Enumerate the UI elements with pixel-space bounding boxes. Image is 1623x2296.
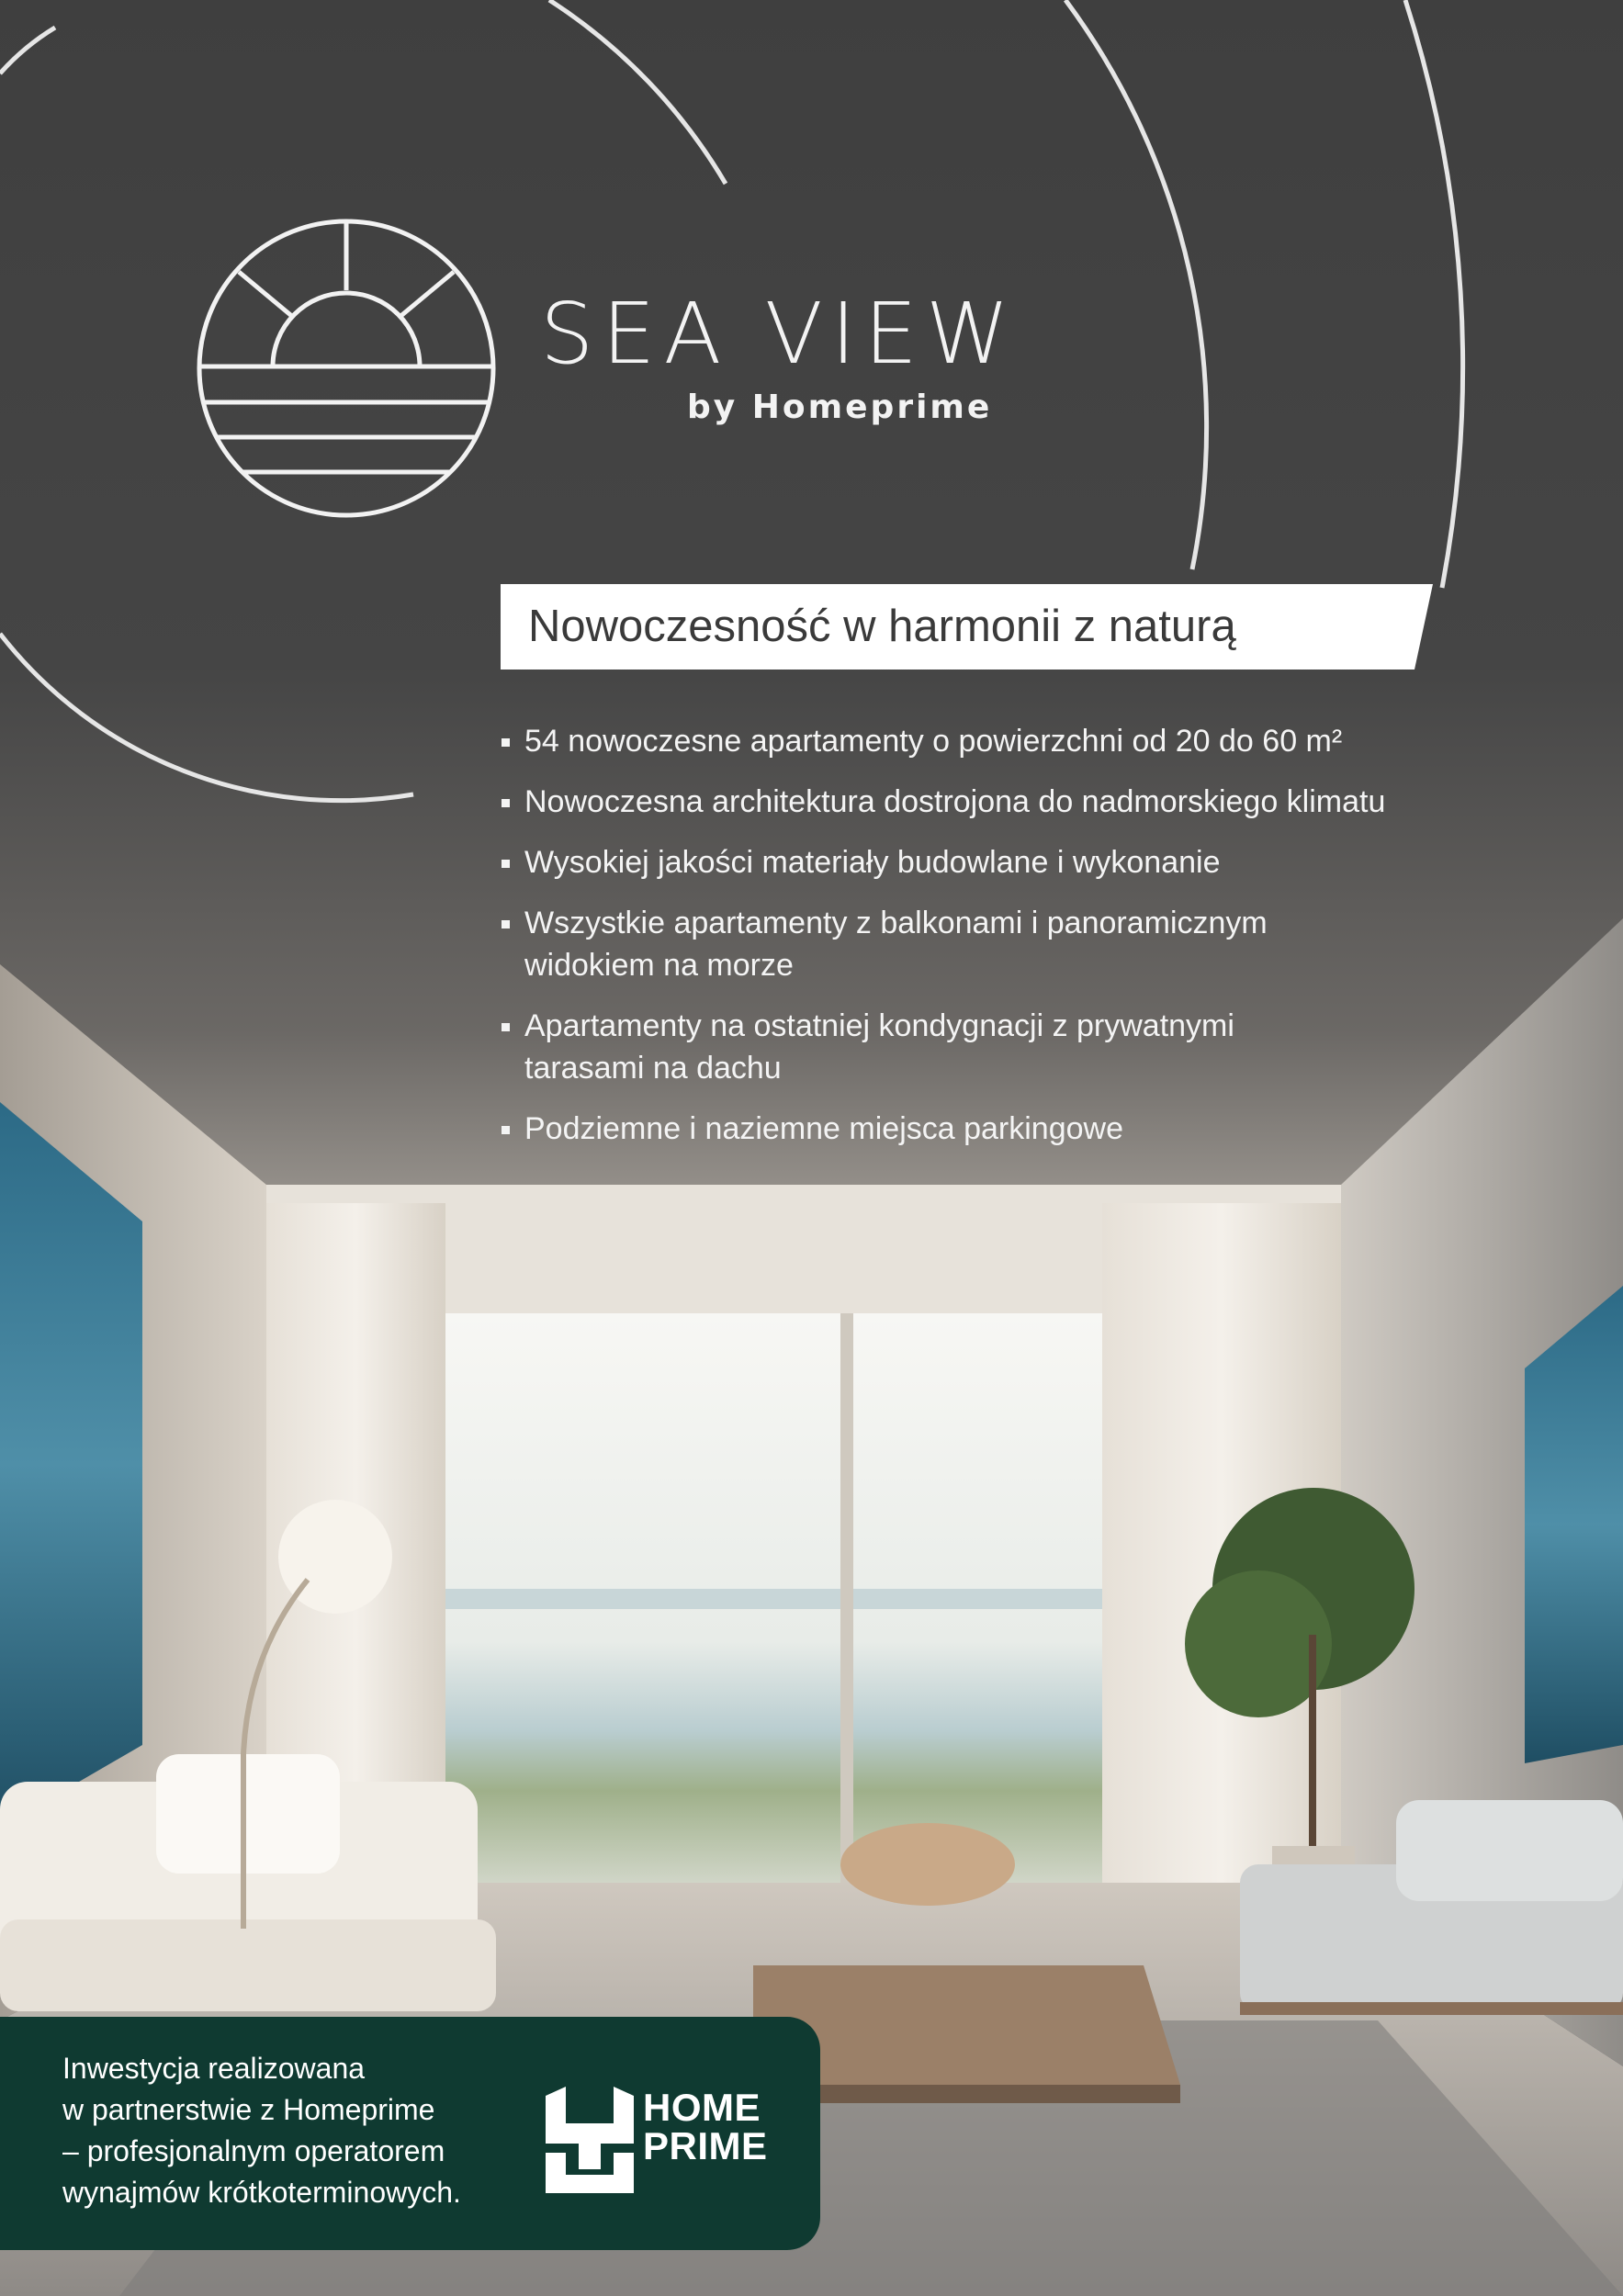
partner-box (0, 2017, 820, 2250)
brand-subtitle: by Homeprime (687, 388, 993, 426)
list-item: Podziemne i naziemne miejsca parkingowe (502, 1108, 1466, 1150)
bullet-icon (502, 1126, 510, 1134)
list-item: Wysokiej jakości materiały budowlane i wykonanie (502, 841, 1466, 884)
bullet-icon (502, 1023, 510, 1031)
feature-list (502, 720, 1466, 1168)
homeprime-logo-text: HOME PRIME (643, 2086, 768, 2167)
partner-text: Inwestycja realizowana w partnerstwie z Homeprime – profesjonalnym operatorem wynajmów krótkoterminowych. (62, 2052, 461, 2209)
list-item: Wszystkie apartamenty z balkonami i panoramicznym widokiem na morze (502, 902, 1466, 986)
tagline-banner (501, 584, 1433, 670)
list-item: Nowoczesna architektura dostrojona do nadmorskiego klimatu (502, 781, 1466, 823)
bullet-icon (502, 799, 510, 807)
brand-title: SEA VIEW (540, 285, 1018, 383)
list-item: 54 nowoczesne apartamenty o powierzchni od 20 do 60 m² (502, 720, 1466, 762)
bullet-icon (502, 738, 510, 747)
tagline-text: Nowoczesność w harmonii z naturą (528, 602, 1236, 651)
sunset-over-sea-icon (195, 217, 498, 520)
homeprime-house-icon (546, 2087, 634, 2193)
bullet-icon (502, 920, 510, 929)
list-item: Apartamenty na ostatniej kondygnacji z prywatnymi tarasami na dachu (502, 1005, 1466, 1089)
bullet-icon (502, 860, 510, 868)
